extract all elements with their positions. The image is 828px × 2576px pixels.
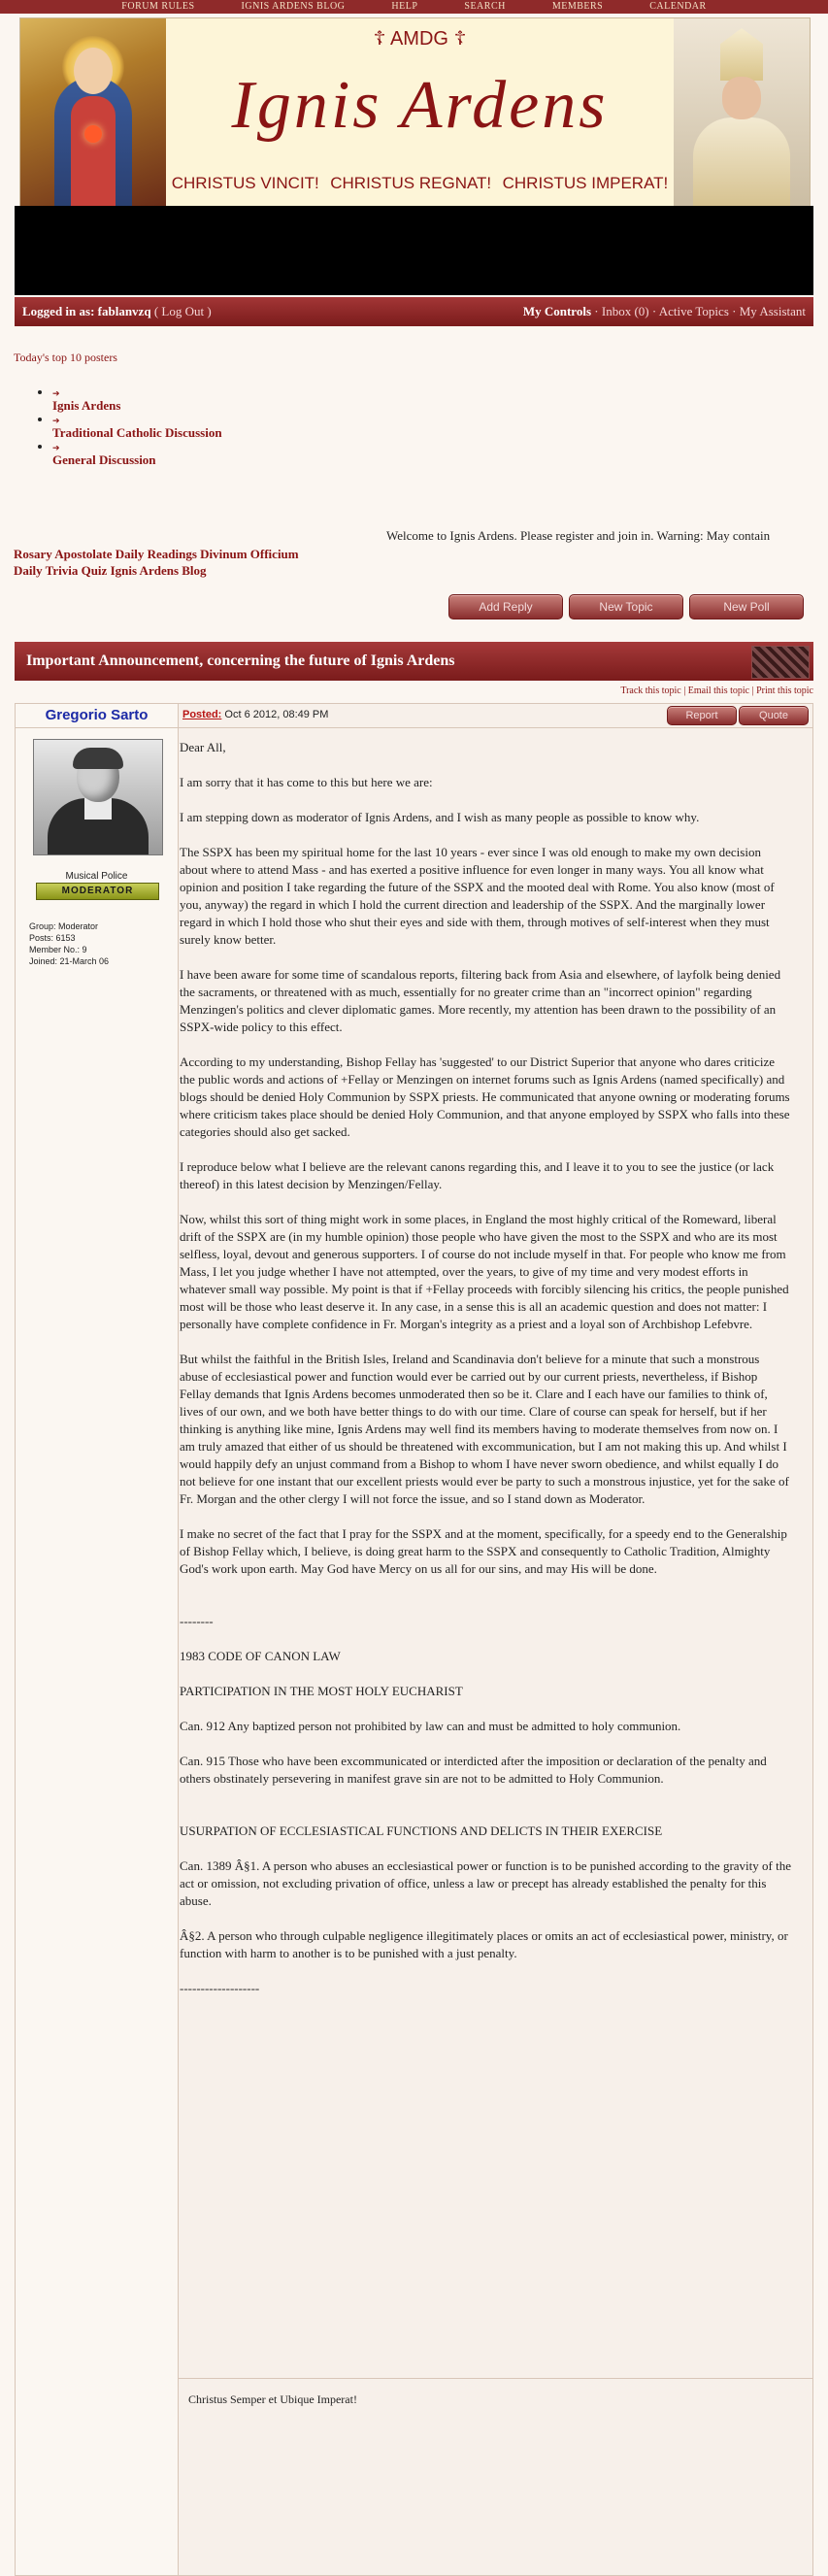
my-controls-link[interactable]: My Controls <box>522 304 592 318</box>
add-reply-button[interactable]: Add Reply <box>448 594 563 619</box>
top-posters-link[interactable]: Today's top 10 posters <box>14 351 117 364</box>
link-rosary[interactable]: Rosary <box>14 547 52 561</box>
post-paragraph: Now, whilst this sort of thing might work in some places, in England the most highly critical of the Romeward, liberal drift of the SSPX are (in my humble opinion) those people who have given the most to the SSPX and who are its most selfless, loyal, devout and generous supporters. I of course do not include myself in that. For people who know me from Mass, I let you judge whether I have not attempted, over the years, to give of my time and very modest efforts in whatever small way possible. My point is that if +Fellay proceeds with forcibly silencing his critics, the people punished most will be those who least deserve it. In any case, in a sense this is all an academic question and does not matter: I personally have complete confidence in Fr. Morgan's integrity as a priest and a loyal son of Archbishop Lefebvre. <box>180 1212 789 1331</box>
post-paragraph: I make no secret of the fact that I pray for the SSPX and at the moment, specifically, for a speedy end to the Generalship of Bishop Fellay which, I believe, is doing great harm to the SSPX and consequently to Catholic Tradition, Almighty God's work upon earth. May God have Mercy on us all for our sins, and may His will be done. <box>180 1526 787 1576</box>
list-item <box>52 412 222 439</box>
post-paragraph: Dear All, <box>180 740 226 754</box>
arrow-icon: • ➔ <box>52 416 60 425</box>
canon-section-heading: PARTICIPATION IN THE MOST HOLY EUCHARIST <box>180 1684 463 1698</box>
site-banner[interactable] <box>19 17 811 208</box>
nav-members[interactable]: MEMBERS <box>551 1 604 12</box>
posted-label-link[interactable]: Posted: <box>182 709 222 720</box>
ad-banner-area <box>15 206 813 295</box>
active-topics-link[interactable]: Active Topics <box>658 304 729 318</box>
new-poll-button[interactable]: New Poll <box>689 594 804 619</box>
welcome-marquee: Welcome to Ignis Ardens. Please register and join in. Warning: May contain <box>386 528 771 543</box>
member-posts: Posts: 6153 <box>29 933 76 943</box>
post-paragraph: I have been aware for some time of scandalous reports, filtering back from Asia and elsewhere, of layfolk being denied the sacraments, or threatened with as much, essentially for no greater crime than an "incorrect opinion" regarding Menzingen's politics and clever diplomatic games. More recently, my attention has been drawn to the possibility of an SSPX-wide policy to this effect. <box>180 967 781 1034</box>
member-stats <box>29 920 109 967</box>
post-date: Posted: Oct 6 2012, 08:49 PM <box>182 709 329 720</box>
nav-forum-rules[interactable]: FORUM RULES <box>121 1 195 12</box>
post-author-column <box>16 704 179 2575</box>
motto-regnat: CHRISTUS REGNAT! <box>330 174 492 192</box>
forum-link-traditional-catholic[interactable]: Traditional Catholic Discussion <box>52 425 222 440</box>
track-topic-link[interactable]: Track this topic <box>620 686 681 696</box>
member-number: Member No.: 9 <box>29 945 87 954</box>
link-daily-readings[interactable]: Daily Readings <box>115 547 197 561</box>
my-assistant-link[interactable]: My Assistant <box>739 304 806 318</box>
nav-help[interactable]: HELP <box>391 1 418 12</box>
quote-button[interactable]: Quote <box>739 706 809 725</box>
post-header <box>179 704 812 728</box>
motto-imperat: CHRISTUS IMPERAT! <box>502 174 669 192</box>
list-item <box>52 439 222 466</box>
canon-law-heading: 1983 CODE OF CANON LAW <box>180 1649 341 1663</box>
motto-vincit: CHRISTUS VINCIT! <box>171 174 319 192</box>
link-ignis-ardens-blog[interactable]: Ignis Ardens Blog <box>110 563 207 578</box>
list-item <box>52 385 222 412</box>
nav-search[interactable]: SEARCH <box>464 1 506 12</box>
post-paragraph: According to my understanding, Bishop Fellay has 'suggested' to our District Superior that anyone who dares criticize the public words and actions of +Fellay or Menzingen on internet forums such as Ignis Ardens (named specifically) and blogs should be denied Holy Communion by SSPX priests. He communicated that anyone owning or moderating forums where criticism takes place should be denied Holy Communion, and that anyone employed by SSPX who falls into these categories should also get sacked. <box>180 1054 790 1139</box>
arrow-icon: • ➔ <box>52 388 60 398</box>
nav-ignis-ardens-blog[interactable]: IGNIS ARDENS BLOG <box>241 1 346 12</box>
canon-912: Can. 912 Any baptized person not prohibited by law can and must be admitted to holy communion. <box>180 1719 681 1733</box>
topic-options: Track this topic | Email this topic | Print this topic <box>620 686 813 696</box>
celtic-knot-icon <box>751 646 810 679</box>
canon-section-heading: USURPATION OF ECCLESIASTICAL FUNCTIONS AND DELICTS IN THEIR EXERCISE <box>180 1823 663 1838</box>
link-daily-trivia-quiz[interactable]: Daily Trivia Quiz <box>14 563 108 578</box>
member-joined: Joined: 21-March 06 <box>29 956 110 966</box>
post-author-name[interactable]: Gregorio Sarto <box>16 704 178 728</box>
quick-links-row-1 <box>14 547 299 562</box>
link-apostolate[interactable]: Apostolate <box>54 547 113 561</box>
new-topic-button[interactable]: New Topic <box>569 594 683 619</box>
report-button[interactable]: Report <box>667 706 737 725</box>
logout-link[interactable]: ( Log Out ) <box>153 304 212 318</box>
avatar <box>33 739 163 855</box>
post-body <box>180 739 791 1997</box>
post-paragraph: I am stepping down as moderator of Ignis Ardens, and I wish as many people as possible to know why. <box>180 810 700 824</box>
topic-title: Important Announcement, concerning the future of Ignis Ardens <box>26 652 455 669</box>
quick-links-row-2 <box>14 563 207 579</box>
canon-1389-1: Can. 1389 Â§1. A person who abuses an ecclesiastical power or function is to be punished according to the gravity of the act or omission, not excluding privation of office, unless a law or precept has already established the penalty for this abuse. <box>180 1858 791 1908</box>
arrow-icon: • ➔ <box>52 443 60 452</box>
member-group: Group: Moderator <box>29 921 99 931</box>
post-paragraph: But whilst the faithful in the British Isles, Ireland and Scandinavia don't believe for a minute that such a monstrous abuse of ecclesiastical power and function would ever be carried out by our current priests, nevertheless, if Bishop Fellay demands that Ignis Ardens becomes unmoderated then so be it. Clare and I each have our families to think of, lives of our own, and we both have better things to do with our time. Clare of course can speak for herself, but if her thinking is anything like mine, Ignis Ardens may well find its members having to moderate themselves from now on. I am truly amazed that either of us should be threatened with excommunication, but I am not making this up. And whilst I would happily defy an unjust command from a Bishop to whom I have never sworn obedience, and whilst equally I do not believe for one instant that our excellent priests would ever be party to such a monstrous injustice, yet for the sake of Fr. Morgan and the other clergy I will not force the issue, and so I stand down as Moderator. <box>180 1352 789 1506</box>
moderator-badge: MODERATOR <box>36 883 159 900</box>
username-link[interactable]: fablanvzq <box>97 304 151 318</box>
canon-1389-2: Â§2. A person who through culpable negligence illegitimately places or omits an act of ecclesiastical power, ministry, or function with harm to another is to be punished with a just penalty. <box>180 1928 788 1960</box>
user-bar <box>15 297 813 326</box>
post-paragraph: The SSPX has been my spiritual home for the last 10 years - ever since I was old enough to make my own decision about where to attend Mass - and has exerted a positive influence for even longer in many ways. You all know what opinion and position I take regarding the future of the SSPX and the mooted deal with Rome. You also know (most of you, anyway) the regard in which I hold the current direction and leadership of the SSPX. And the marginally lower regard in which I hold those who shut their eyes and side with them, through motives of self-interest when they must surely know better. <box>180 845 775 947</box>
banner-motto <box>166 174 674 193</box>
canon-915: Can. 915 Those who have been excommunicated or interdicted after the imposition or declaration of the penalty and others obstinately persevering in manifest grave sin are not to be admitted to Holy Communion. <box>180 1754 767 1786</box>
forum-link-general-discussion[interactable]: General Discussion <box>52 452 156 467</box>
post <box>15 703 813 2576</box>
sacred-heart-mary-image <box>20 18 166 207</box>
post-divider: ------------------- <box>180 1981 260 1995</box>
logged-in-info: Logged in as: fablanvzq ( Log Out ) <box>22 304 212 318</box>
pope-image <box>674 18 810 207</box>
post-signature <box>179 2378 812 2418</box>
topic-title-bar <box>15 642 813 681</box>
nav-calendar[interactable]: CALENDAR <box>649 1 707 12</box>
print-topic-link[interactable]: Print this topic <box>756 686 813 696</box>
top-nav <box>0 0 828 14</box>
banner-amdg: ☦ AMDG ☦ <box>373 28 467 50</box>
inbox-link[interactable]: Inbox (0) <box>601 304 649 318</box>
forum-link-ignis-ardens[interactable]: Ignis Ardens <box>52 398 121 413</box>
member-title: Musical Police <box>65 871 128 882</box>
post-divider: -------- <box>180 1614 214 1628</box>
signature-text: Christus Semper et Ubique Imperat! <box>188 2392 357 2406</box>
user-controls: My Controls · Inbox (0) · Active Topics · My Assistant <box>522 304 806 318</box>
link-divinum-officium[interactable]: Divinum Officium <box>200 547 299 561</box>
banner-title: Ignis Ardens <box>231 68 609 143</box>
forum-list <box>39 385 222 466</box>
post-paragraph: I reproduce below what I believe are the relevant canons regarding this, and I leave it to you to see the justice (or lack thereof) in this latest decision by Menzingen/Fellay. <box>180 1159 775 1191</box>
post-paragraph: I am sorry that it has come to this but here we are: <box>180 775 433 789</box>
email-topic-link[interactable]: Email this topic <box>687 686 750 696</box>
